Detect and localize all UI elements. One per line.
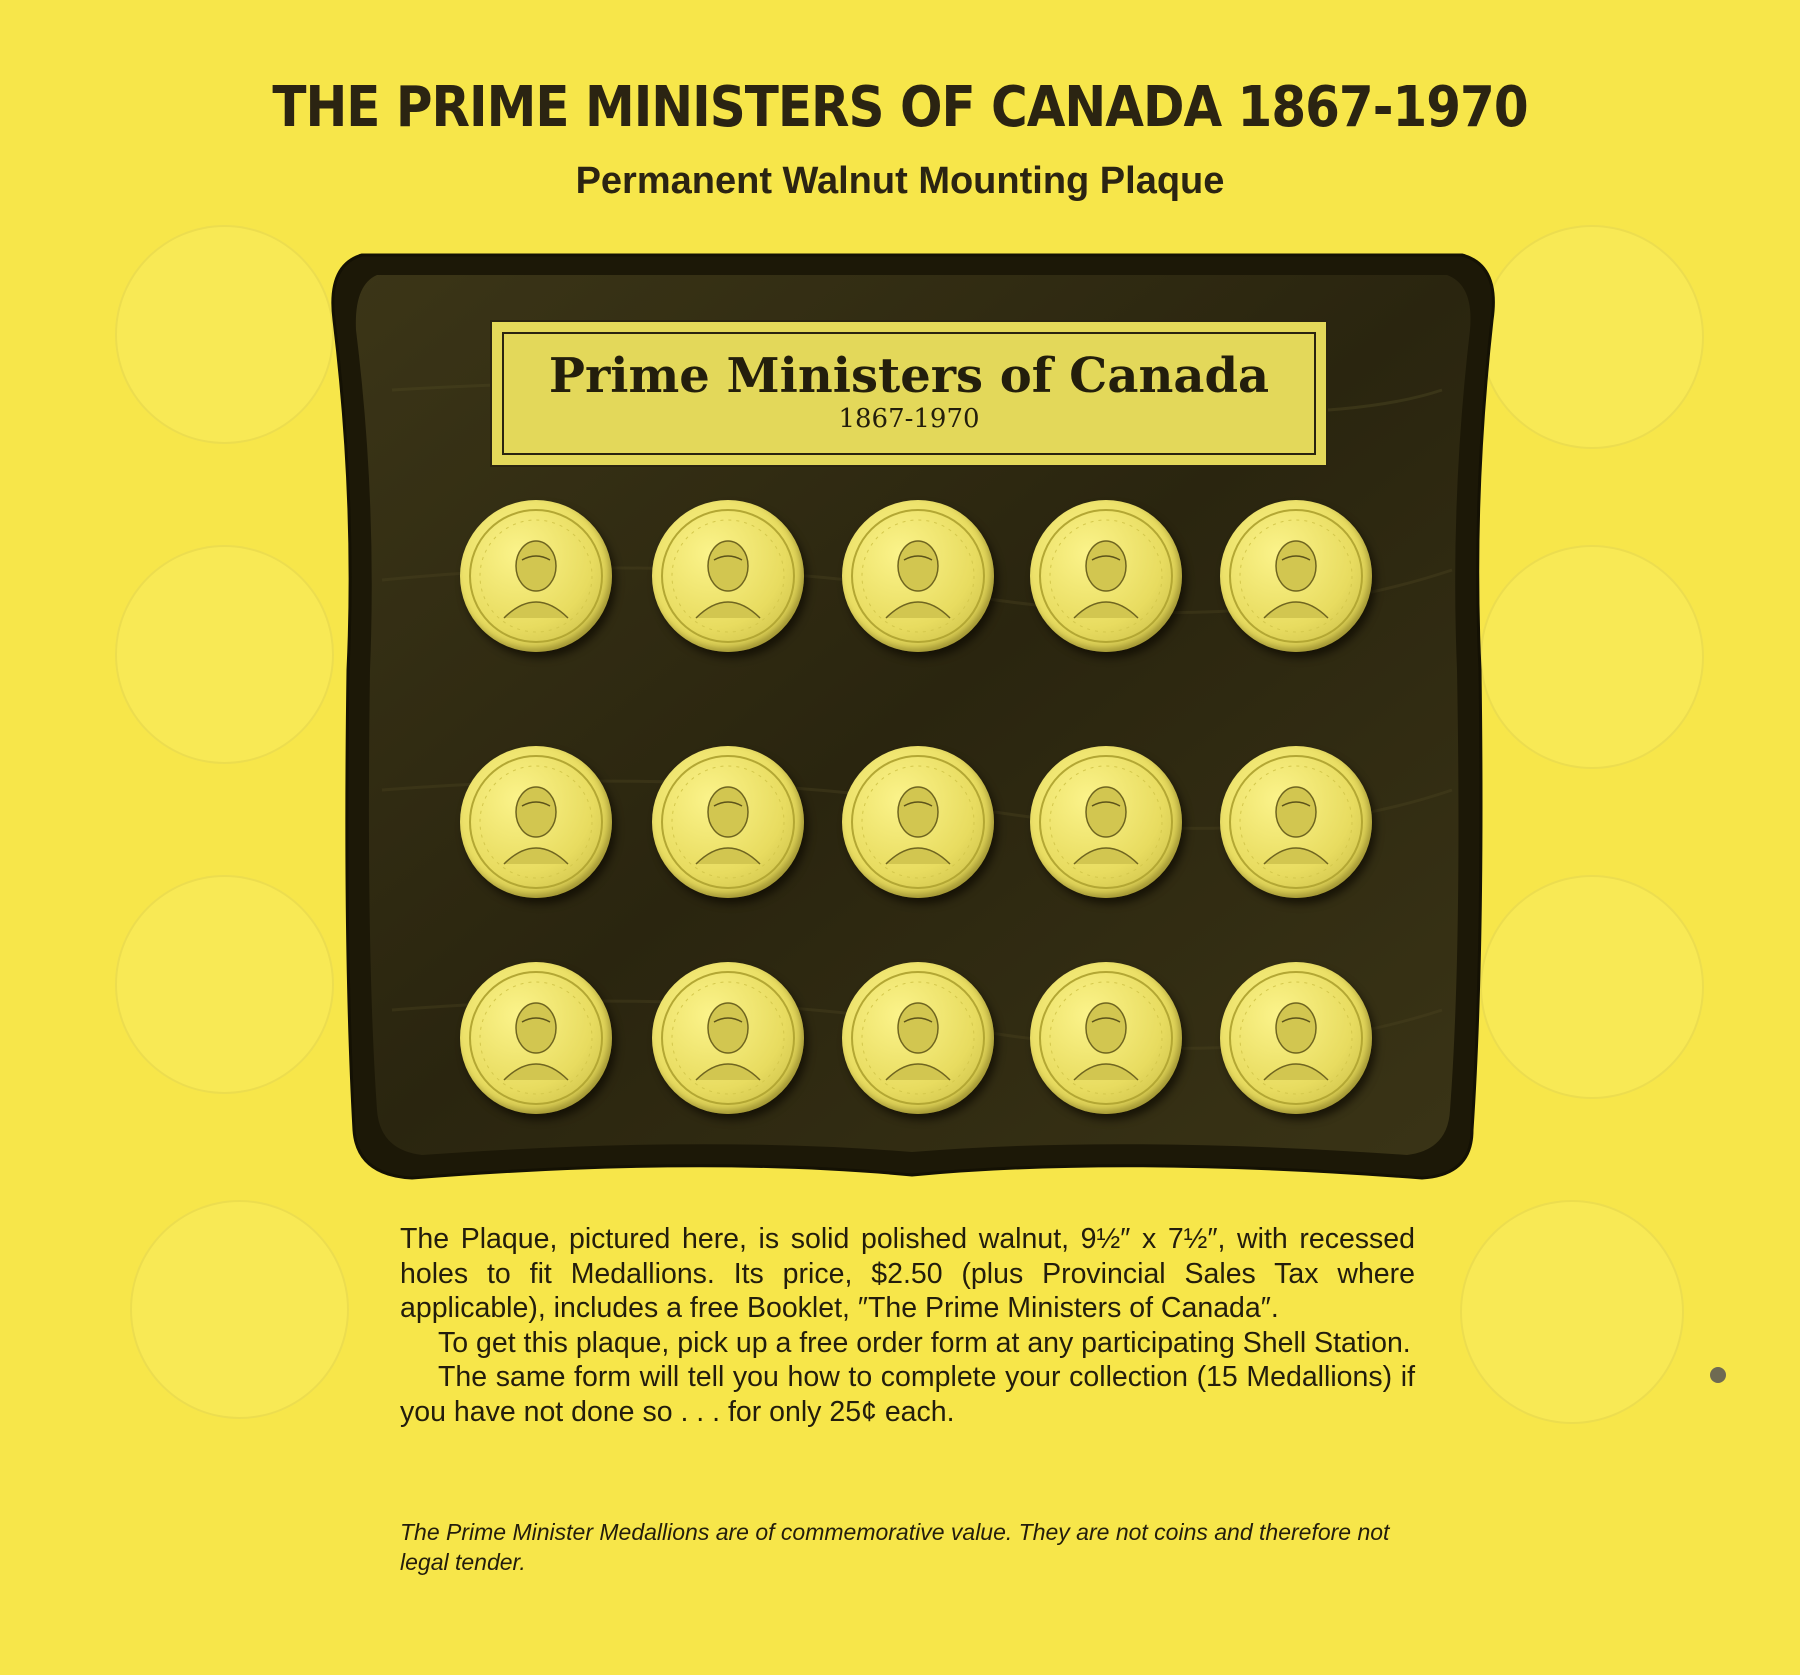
nameplate-border bbox=[502, 332, 1316, 455]
background-circle bbox=[115, 875, 334, 1094]
medallion-12 bbox=[652, 962, 804, 1114]
portrait-icon bbox=[1220, 500, 1372, 652]
walnut-plaque bbox=[322, 250, 1504, 1185]
medallion-7 bbox=[652, 746, 804, 898]
disclaimer-text: The Prime Minister Medallions are of commemorative value. They are not coins and therefore not legal tender. bbox=[400, 1519, 1390, 1575]
punch-hole bbox=[1710, 1367, 1726, 1383]
description-text bbox=[400, 1222, 1415, 1429]
medallion-11 bbox=[460, 962, 612, 1114]
portrait-icon bbox=[1030, 746, 1182, 898]
medallion-5 bbox=[1220, 500, 1372, 652]
portrait-icon bbox=[1030, 500, 1182, 652]
medallion-15 bbox=[1220, 962, 1372, 1114]
background-circle bbox=[115, 225, 334, 444]
medallion-14 bbox=[1030, 962, 1182, 1114]
portrait-icon bbox=[842, 962, 994, 1114]
portrait-icon bbox=[652, 962, 804, 1114]
portrait-icon bbox=[842, 746, 994, 898]
description-paragraph: To get this plaque, pick up a free order form at any participating Shell Station. bbox=[438, 1326, 1411, 1359]
medallion-13 bbox=[842, 962, 994, 1114]
nameplate-title: Prime Ministers of Canada bbox=[548, 348, 1270, 404]
background-circle bbox=[130, 1200, 349, 1419]
nameplate bbox=[490, 320, 1328, 467]
medallion-8 bbox=[842, 746, 994, 898]
background-circle bbox=[1480, 225, 1704, 449]
portrait-icon bbox=[842, 500, 994, 652]
background-circle bbox=[1480, 545, 1704, 769]
medallion-1 bbox=[460, 500, 612, 652]
medallion-9 bbox=[1030, 746, 1182, 898]
portrait-icon bbox=[460, 746, 612, 898]
page-title: THE PRIME MINISTERS OF CANADA 1867-1970 bbox=[272, 74, 1528, 140]
page-subtitle: Permanent Walnut Mounting Plaque bbox=[575, 160, 1225, 202]
background-circle bbox=[1460, 1200, 1684, 1424]
medallion-2 bbox=[652, 500, 804, 652]
portrait-icon bbox=[1030, 962, 1182, 1114]
portrait-icon bbox=[1220, 962, 1372, 1114]
description-paragraph: The Plaque, pictured here, is solid polished walnut, 9½″ x 7½″, with recessed holes to fit Medallions. Its price, $2.50 (plus Provincial Sales Tax where applicable), includes a free Booklet, ″The Prime Ministers of Canada″. bbox=[400, 1223, 1415, 1324]
portrait-icon bbox=[652, 500, 804, 652]
background-circle bbox=[1480, 875, 1704, 1099]
nameplate-years: 1867-1970 bbox=[838, 404, 980, 434]
description-paragraph: The same form will tell you how to complete your collection (15 Medallions) if you have not done so . . . for only 25¢ each. bbox=[400, 1361, 1415, 1428]
medallion-10 bbox=[1220, 746, 1372, 898]
portrait-icon bbox=[460, 500, 612, 652]
portrait-icon bbox=[460, 962, 612, 1114]
medallion-3 bbox=[842, 500, 994, 652]
background-circle bbox=[115, 545, 334, 764]
portrait-icon bbox=[652, 746, 804, 898]
medallion-4 bbox=[1030, 500, 1182, 652]
portrait-icon bbox=[1220, 746, 1372, 898]
medallion-6 bbox=[460, 746, 612, 898]
